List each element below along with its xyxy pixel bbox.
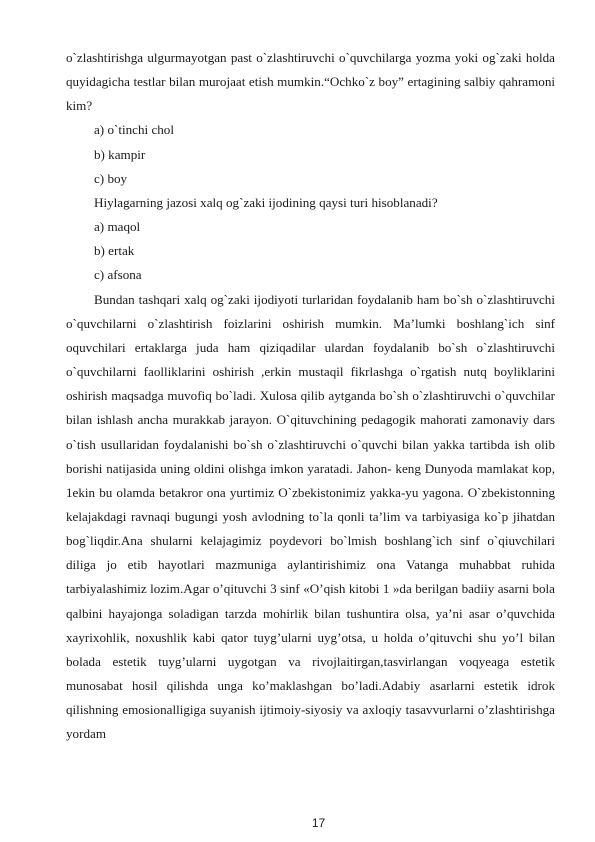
answer-option-b: b) kampir	[94, 146, 146, 162]
answer-option-c: c) boy	[94, 170, 128, 186]
continuation-paragraph: o`zlashtirishga ulgurmayotgan past o`zlashtiruvchi o`quvchilarga yozma yoki og`zaki holda quyidagicha testlar bilan murojaat etish mumkin.“Ochko`z boy” ertagining salbiy qahramoni kim?	[66, 50, 555, 114]
body-paragraph: Bundan tashqari xalq og`zaki ijodiyoti turlaridan foydalanib ham bo`sh o`zlashtiruvchi o`quvchilarni o`zlashtirish foizlarini oshirish mumkin. Ma’lumki boshlang`ich sinf oquvchilari ertaklarga juda ham qiziqadilar ulardan foydalanib bo`sh o`zlashtiruvchi o`quvchilarni faolliklarini oshirish ,erkin mustaqil fikrlashga o`rgatish nutq boyliklarini oshirish maqsadga muvofiq bo`ladi. Xulosa qilib aytganda bo`sh o`zlashtiruvchi o`quvchilar bilan ishlash ancha murakkab jarayon. O`qituvchining pedagogik mahorati zamonaviy dars o`tish usullaridan foydalanishi bo`sh o`zlashtiruvchi o`quvchi bilan yakka tartibda ish olib borishi natijasida uning oldini olishga imkon yaratadi. Jahon- keng Dunyoda mamlakat kop, 1ekin bu olamda betakror ona yurtimiz O`zbekistonimiz yakka-yu yagona. O`zbekistonning kelajakdagi ravnaqi bugungi yosh avlodning to`la qonli ta’lim va tarbiyasiga ko`p jihatdan bog`liqdir.Ana shularni kelajagimiz poydevori bo`lmish boshlang`ich sinf o`qiuvchilari diliga jo etib hayotlari mazmuniga aylantirishimiz ona Vatanga muhabbat ruhida tarbiyalashimiz lozim.Agar o’qituvchi 3 sinf «O’qish kitobi 1 »da berilgan badiiy asarni bola qalbini hayajonga soladigan tarzda mohirlik bilan tushuntira olsa, ya’ni asar o’quvchida xayrixohlik, noxushlik kabi qator tuyg’ularni uyg’otsa, u holda o’qituvchi shu yo’l bilan bolada estetik tuyg’ularni uygotgan va rivojlaitirgan,tasvirlangan voqyeaga estetik munosabat hosil qilishda unga ko’maklashgan bo’ladi.Adabiy asarlarni estetik idrok qilishning emosionalligiga suyanish ijtimoiy-siyosiy va axloqiy tasavvurlarni o’zlashtirishga yordam	[66, 291, 555, 742]
answer-option-b: b) ertak	[94, 243, 135, 259]
answer-option-c: c) afsona	[94, 267, 142, 283]
page-number: 17	[311, 816, 326, 830]
answer-option-a: a) o`tinchi chol	[94, 122, 174, 138]
page-body	[66, 46, 555, 747]
answer-option-a: a) maqol	[94, 219, 141, 235]
question-text: Hiylagarning jazosi xalq og`zaki ijodining qaysi turi hisoblanadi?	[94, 194, 438, 210]
